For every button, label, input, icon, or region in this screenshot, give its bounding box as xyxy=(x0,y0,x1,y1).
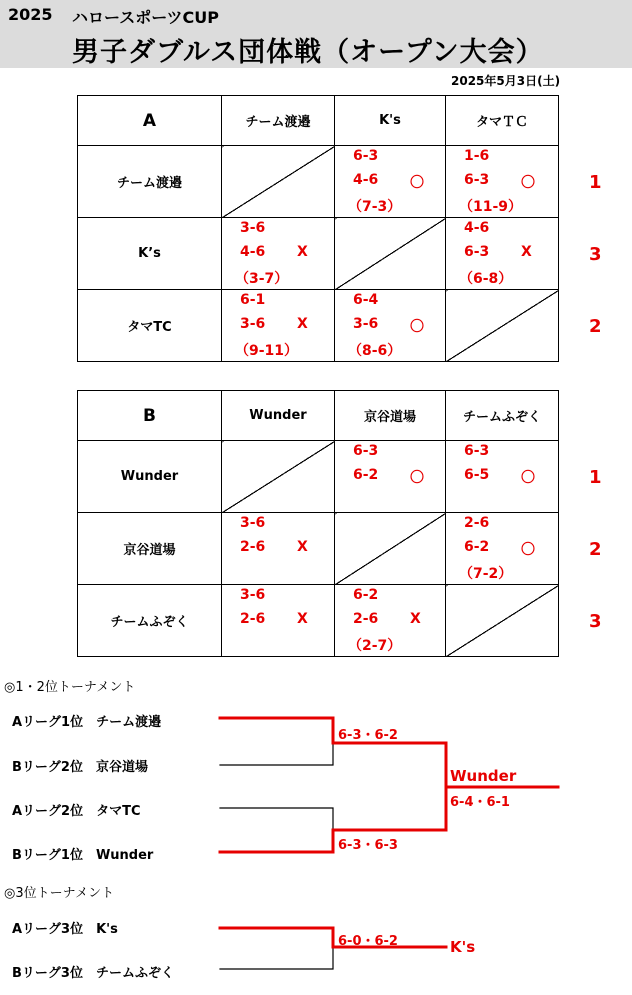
bracket-line-winner xyxy=(220,718,333,743)
bracket-line-loser xyxy=(220,947,333,969)
tiebreak-score: （11-9） xyxy=(459,199,523,215)
set1-score: 3-6 xyxy=(240,515,266,531)
win-mark: 〇 xyxy=(410,175,424,191)
set1-score: 6-2 xyxy=(353,587,379,603)
league-b-row-team: Wunder xyxy=(78,441,222,513)
bracket-entry: Aリーグ2位 タマTC xyxy=(12,804,141,819)
tiebreak-score: （3-7） xyxy=(235,271,289,287)
header-year: 2025 xyxy=(8,5,53,24)
set1-score: 1-6 xyxy=(464,148,490,164)
third-winner: K's xyxy=(450,938,476,956)
bracket-entry: Bリーグ2位 京谷道場 xyxy=(12,760,148,775)
tiebreak-score: （2-7） xyxy=(348,638,402,654)
loss-mark: X xyxy=(297,539,308,555)
semi2-score: 6-3・6-3 xyxy=(338,838,398,853)
set2-score: 6-2 xyxy=(353,467,379,483)
win-mark: 〇 xyxy=(521,470,535,486)
league-a-col-header: タマＴＣ xyxy=(446,96,559,146)
league-a-row-team: タマTC xyxy=(78,290,222,362)
win-mark: 〇 xyxy=(521,175,535,191)
league-a-col-header: K's xyxy=(335,96,446,146)
loss-mark: X xyxy=(297,611,308,627)
loss-mark: X xyxy=(297,244,308,260)
set2-score: 3-6 xyxy=(353,316,379,332)
set1-score: 4-6 xyxy=(464,220,490,236)
bracket-entry: Aリーグ3位 K's xyxy=(12,922,118,937)
set1-score: 6-1 xyxy=(240,292,266,308)
league-b-col-header: 京谷道場 xyxy=(335,391,446,441)
league-a-row-team: K’s xyxy=(78,218,222,290)
bracket-line-semi1 xyxy=(333,743,446,787)
semi1-score: 6-3・6-2 xyxy=(338,728,398,743)
bracket-line-loser xyxy=(220,808,333,830)
set2-score: 2-6 xyxy=(353,611,379,627)
bracket-line-winner xyxy=(220,928,333,947)
bracket-line-winner xyxy=(220,830,333,852)
tiebreak-score: （8-6） xyxy=(348,343,402,359)
third-tournament-label: ◎3位トーナメント xyxy=(4,886,115,901)
league-b-col-header: チームふぞく xyxy=(446,391,559,441)
bracket-entry: Aリーグ1位 チーム渡邉 xyxy=(12,715,162,730)
bracket-line-semi2 xyxy=(333,787,446,830)
win-mark: 〇 xyxy=(410,319,424,335)
bracket-entry: Bリーグ1位 Wunder xyxy=(12,848,154,863)
tiebreak-score: （7-2） xyxy=(459,566,513,582)
set2-score: 6-3 xyxy=(464,244,490,260)
loss-mark: X xyxy=(521,244,532,260)
set1-score: 6-4 xyxy=(353,292,379,308)
page-title: 男子ダブルス団体戦（オープン大会） xyxy=(72,37,544,68)
tiebreak-score: （7-3） xyxy=(348,199,402,215)
bracket-entry: Bリーグ3位 チームふぞく xyxy=(12,966,174,981)
league-b-name: B xyxy=(78,391,222,441)
set2-score: 2-6 xyxy=(240,611,266,627)
league-b-rank: 1 xyxy=(589,467,602,488)
set1-score: 3-6 xyxy=(240,220,266,236)
event-date: 2025年5月3日(土) xyxy=(451,74,561,88)
set1-score: 2-6 xyxy=(464,515,490,531)
set1-score: 6-3 xyxy=(464,443,490,459)
set2-score: 4-6 xyxy=(240,244,266,260)
bracket-line-loser xyxy=(220,743,333,765)
loss-mark: X xyxy=(410,611,421,627)
league-a-col-header: チーム渡邉 xyxy=(222,96,335,146)
set2-score: 6-5 xyxy=(464,467,490,483)
league-b-row-team: 京谷道場 xyxy=(78,513,222,585)
set2-score: 6-3 xyxy=(464,172,490,188)
third-match-score: 6-0・6-2 xyxy=(338,934,398,949)
set2-score: 2-6 xyxy=(240,539,266,555)
league-a-name: A xyxy=(78,96,222,146)
league-b-rank: 3 xyxy=(589,611,602,632)
set1-score: 6-3 xyxy=(353,148,379,164)
league-a-rank: 1 xyxy=(589,172,602,193)
set2-score: 4-6 xyxy=(353,172,379,188)
set2-score: 3-6 xyxy=(240,316,266,332)
league-b-rank: 2 xyxy=(589,539,602,560)
win-mark: 〇 xyxy=(521,542,535,558)
league-a-rank: 2 xyxy=(589,316,602,337)
set1-score: 6-3 xyxy=(353,443,379,459)
tiebreak-score: （9-11） xyxy=(235,343,299,359)
final-winner: Wunder xyxy=(450,767,517,785)
set1-score: 3-6 xyxy=(240,587,266,603)
league-a-row-team: チーム渡邉 xyxy=(78,146,222,218)
final-score: 6-4・6-1 xyxy=(450,795,510,810)
loss-mark: X xyxy=(297,316,308,332)
tiebreak-score: （6-8） xyxy=(459,271,513,287)
league-b-row-team: チームふぞく xyxy=(78,585,222,657)
league-b-col-header: Wunder xyxy=(222,391,335,441)
set2-score: 6-2 xyxy=(464,539,490,555)
win-mark: 〇 xyxy=(410,470,424,486)
final-tournament-label: ◎1・2位トーナメント xyxy=(4,680,136,695)
header-event-name: ハロースポーツCUP xyxy=(72,8,220,27)
league-a-rank: 3 xyxy=(589,244,602,265)
